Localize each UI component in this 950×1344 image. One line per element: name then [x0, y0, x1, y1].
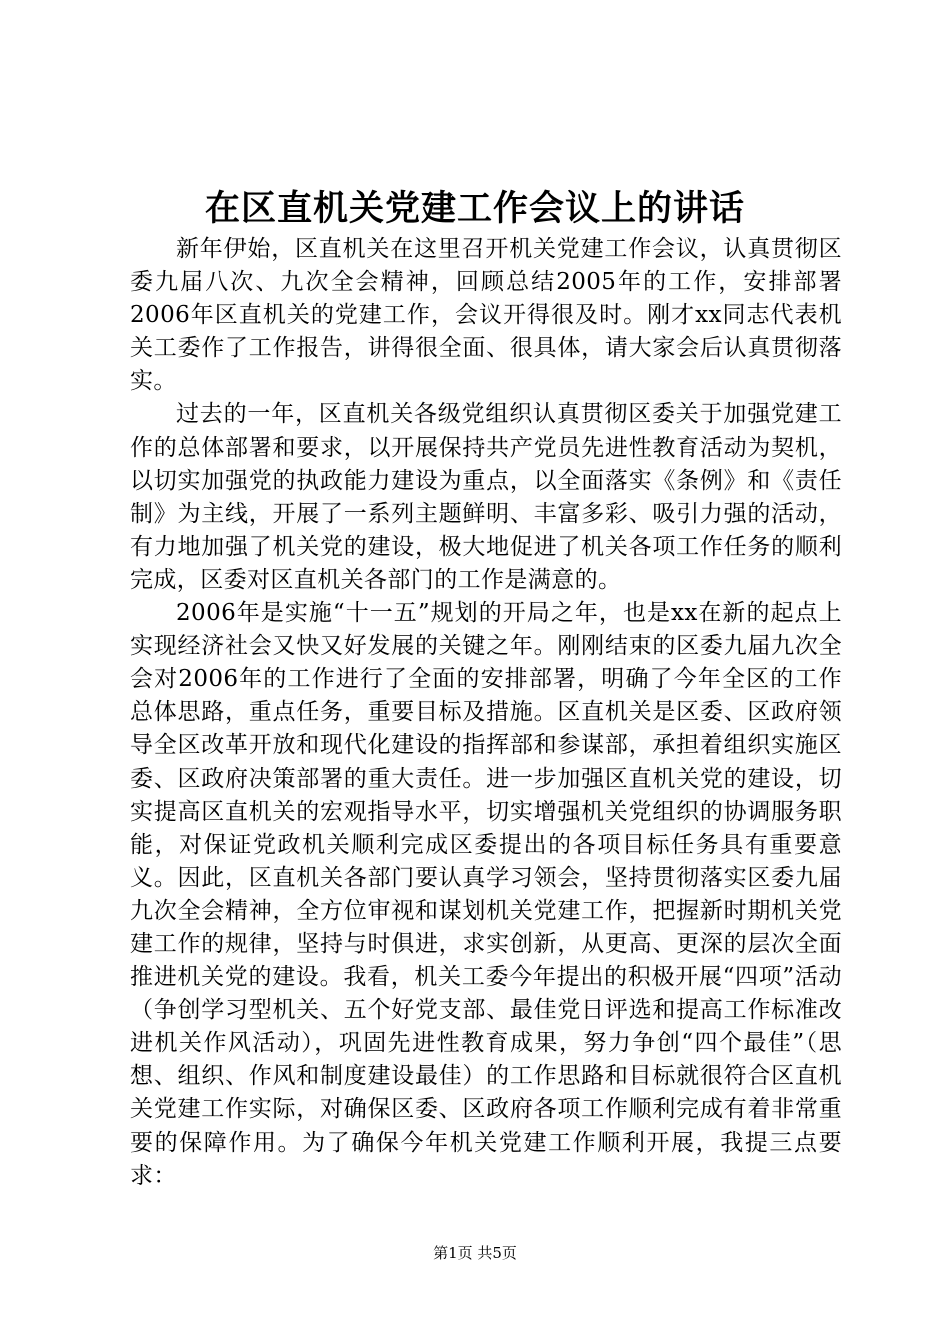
paragraph-1: 新年伊始，区直机关在这里召开机关党建工作会议，认真贯彻区委九届八次、九次全会精神，回顾总结2005年的工作，安排部署2006年区直机关的党建工作，会议开得很及时。刚才xx同志代表机关工委作了工作报告，讲得很全面、很具体，请大家会后认真贯彻落实。	[130, 236, 842, 395]
page-number-footer: 第1页 共5页	[433, 1244, 517, 1262]
paragraph-2: 过去的一年，区直机关各级党组织认真贯彻区委关于加强党建工作的总体部署和要求，以开展保持共产党员先进性教育活动为契机，以切实加强党的执政能力建设为重点，以全面落实《条例》和《责任制》为主线，开展了一系列主题鲜明、丰富多彩、吸引力强的活动，有力地加强了机关党的建设，极大地促进了机关各项工作任务的顺利完成，区委对区直机关各部门的工作是满意的。	[130, 401, 842, 593]
document-body	[130, 233, 842, 1193]
document-title: 在区直机关党建工作会议上的讲话	[204, 188, 745, 229]
paragraph-3: 2006年是实施“十一五”规划的开局之年，也是xx在新的起点上实现经济社会又快又好发展的关键之年。刚刚结束的区委九届九次全会对2006年的工作进行了全面的安排部署，明确了今年全区的工作总体思路，重点任务，重要目标及措施。区直机关是区委、区政府领导全区改革开放和现代化建设的指挥部和参谋部，承担着组织实施区委、区政府决策部署的重大责任。进一步加强区直机关党的建设，切实提高区直机关的宏观指导水平，切实增强机关党组织的协调服务职能，对保证党政机关顺利完成区委提出的各项目标任务具有重要意义。因此，区直机关各部门要认真学习领会，坚持贯彻落实区委九届九次全会精神，全方位审视和谋划机关党建工作，把握新时期机关党建工作的规律，坚持与时俱进，求实创新，从更高、更深的层次全面推进机关党的建设。我看，机关工委今年提出的积极开展“四项”活动（争创学习型机关、五个好党支部、最佳党日评选和提高工作标准改进机关作风活动），巩固先进性教育成果，努力争创“四个最佳”（思想、组织、作风和制度建设最佳）的工作思路和目标就很符合区直机关党建工作实际，对确保区委、区政府各项工作顺利完成有着非常重要的保障作用。为了确保今年机关党建工作顺利开展，我提三点要求：	[130, 600, 842, 1189]
